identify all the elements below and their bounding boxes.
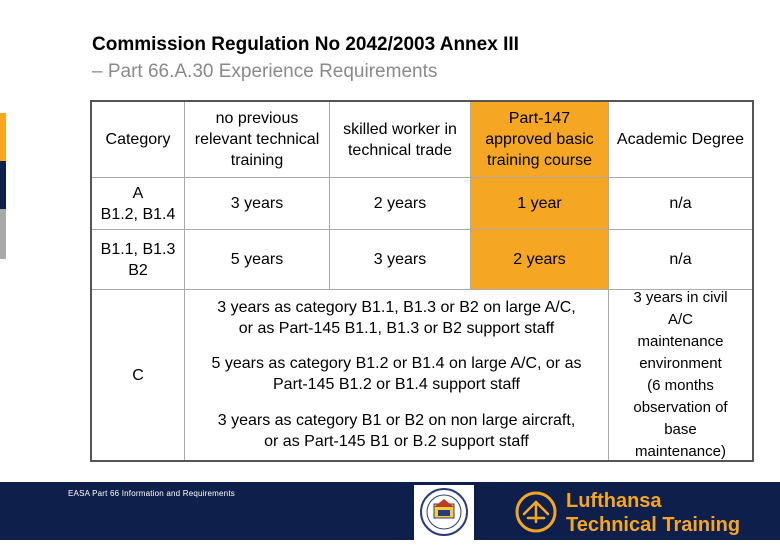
header-skilled-line2: technical trade xyxy=(347,141,453,159)
row2-part147: 2 years xyxy=(471,230,608,289)
row1-skilled: 2 years xyxy=(373,195,427,212)
crane-logo-icon xyxy=(514,490,558,534)
row3-academic-line6: observation of xyxy=(633,399,728,416)
row3-academic xyxy=(609,290,752,460)
row1-academic: n/a xyxy=(669,195,692,212)
row2-no-previous: 5 years xyxy=(230,251,284,268)
row3-item-1 xyxy=(185,290,608,346)
page-title: Commission Regulation No 2042/2003 Annex III xyxy=(92,34,519,55)
row3-academic-line5: (6 months xyxy=(647,377,714,394)
header-category: Category xyxy=(105,131,171,148)
row1-category xyxy=(92,178,184,229)
header-no-previous-line3: training xyxy=(230,152,284,169)
brand-name: Lufthansa xyxy=(566,490,662,512)
row1-category-line1: A xyxy=(132,184,144,202)
row3-academic-line2: A/C xyxy=(667,311,693,328)
row3-category: C xyxy=(132,366,144,384)
row3-academic-line7: base xyxy=(664,421,697,438)
header-part147-line2: approved basic xyxy=(485,131,594,148)
row3-item-3 xyxy=(185,402,608,460)
header-no-previous-line1: no previous xyxy=(215,110,299,127)
row2-skilled: 3 years xyxy=(373,251,427,268)
brand-tagline: Technical Training xyxy=(566,514,741,536)
header-part147-line1: Part-147 xyxy=(508,110,571,127)
header-no-previous-line2: relevant technical xyxy=(194,131,320,148)
row3-item-2-line2: Part-145 B1.2 or B1.4 support staff xyxy=(273,376,520,393)
row3-item-3-line1: 3 years as category B1 or B2 on non large aircraft, xyxy=(217,412,576,429)
row1-category-line2: B1.2, B1.4 xyxy=(100,205,176,223)
row3-item-3-line2: or as Part-145 B1 or B.2 support staff xyxy=(264,433,529,450)
row3-academic-line3: maintenance xyxy=(637,333,724,350)
footer-caption: EASA Part 66 Information and Requirements xyxy=(68,489,235,498)
edge-bar-gold xyxy=(0,113,6,161)
seal-icon xyxy=(414,485,474,540)
row3-academic-line4: environment xyxy=(639,355,722,372)
row3-item-2 xyxy=(185,346,608,402)
row1-part147: 1 year xyxy=(471,178,608,229)
edge-bar-gray xyxy=(0,209,6,259)
header-skilled xyxy=(330,102,470,177)
row2-category-line1: B1.1, B1.3 xyxy=(100,240,176,258)
row1-no-previous: 3 years xyxy=(230,195,284,212)
edge-bar-navy xyxy=(0,161,6,209)
row3-item-1-line1: 3 years as category B1.1, B1.3 or B2 on large A/C, xyxy=(217,299,576,316)
page-subtitle: – Part 66.A.30 Experience Requirements xyxy=(92,61,438,82)
row3-item-2-line1: 5 years as category B1.2 or B1.4 on large A/C, or as xyxy=(211,355,582,372)
grid-line xyxy=(470,102,471,289)
row2-academic: n/a xyxy=(669,251,692,268)
header-no-previous xyxy=(185,102,329,177)
header-part147-line3: training course xyxy=(487,152,592,169)
header-academic: Academic Degree xyxy=(616,131,745,148)
row2-category xyxy=(92,230,184,289)
header-skilled-line1: skilled worker in xyxy=(343,120,457,138)
row3-item-1-line2: or as Part-145 B1.1, B1.3 or B2 support staff xyxy=(238,320,555,337)
row2-category-line2: B2 xyxy=(128,261,148,279)
row3-academic-line1: 3 years in civil xyxy=(633,289,728,306)
row3-academic-line8: maintenance) xyxy=(635,443,726,460)
header-part147 xyxy=(471,102,608,177)
